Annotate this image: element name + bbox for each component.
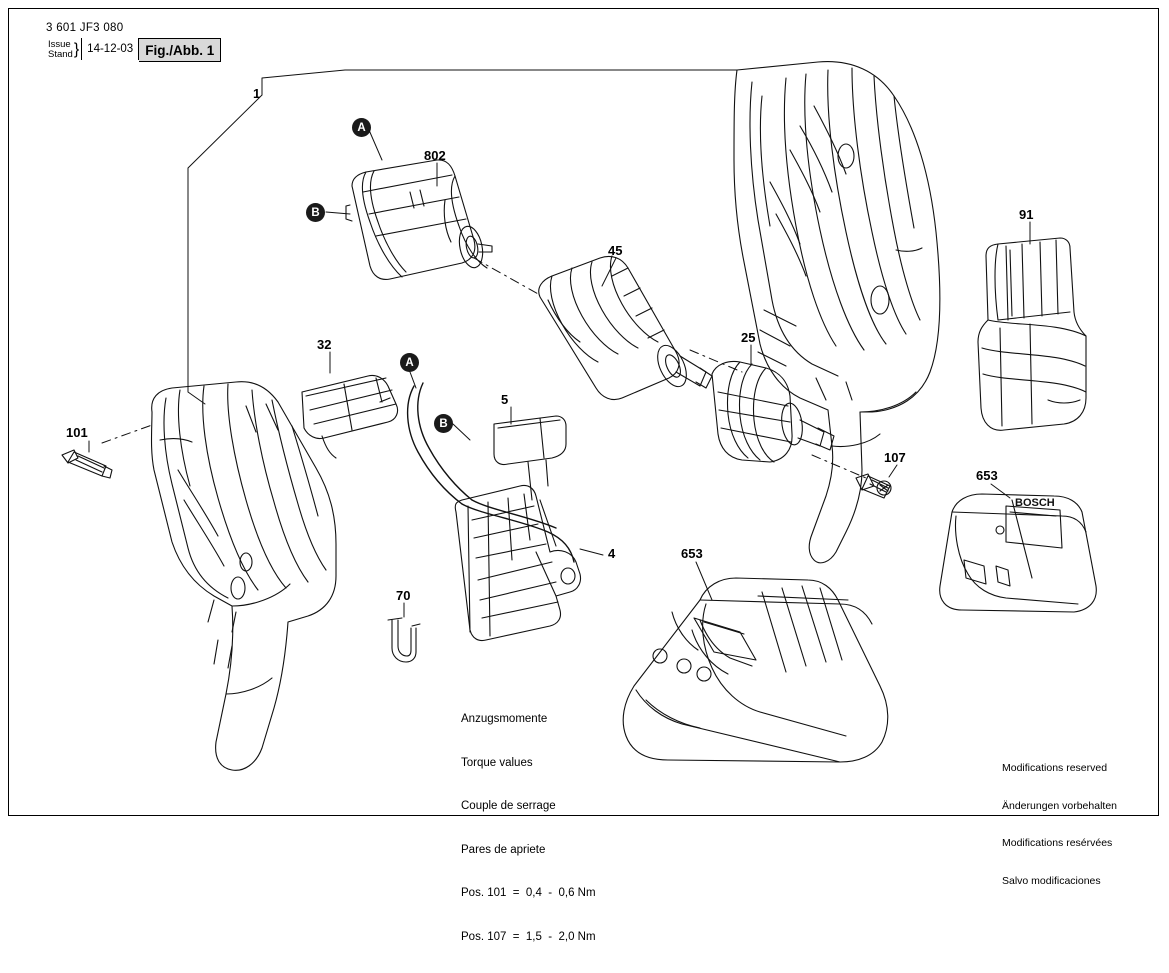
badge-a-wire: A: [400, 353, 419, 372]
battery-91: [978, 238, 1086, 430]
charger-brand-text: BOSCH: [1015, 497, 1055, 509]
housing-half-left: [152, 382, 337, 771]
modifications-line-3: Modifications resérvées: [1002, 837, 1113, 849]
callout-802: 802: [424, 148, 446, 163]
callout-653-large: 653: [681, 546, 703, 561]
charger-large-653: [623, 578, 888, 762]
gearbox-45: [539, 256, 712, 400]
issue-date: 14-12-03: [81, 38, 139, 60]
brace-glyph: }: [73, 41, 80, 58]
callout-25: 25: [741, 330, 756, 345]
issue-label: Issue: [48, 39, 71, 50]
chuck-25: [712, 362, 834, 463]
wire-harness: [408, 383, 574, 562]
torque-line-3: Couple de serrage: [461, 800, 556, 812]
part-number: 3 601 JF3 080: [46, 22, 124, 34]
modifications-line-1: Modifications reserved: [1002, 762, 1108, 774]
torque-line-2: Torque values: [461, 756, 533, 769]
callout-107: 107: [884, 450, 906, 465]
callout-1: 1: [253, 86, 261, 101]
callout-45: 45: [608, 243, 623, 258]
nameplate-32: [302, 375, 398, 458]
badge-a-motor: A: [352, 118, 371, 137]
torque-line-1: Anzugsmomente: [461, 713, 548, 725]
leader-1: [188, 70, 737, 404]
torque-line-4: Pares de apriete: [461, 843, 546, 856]
charger-small-653: [940, 494, 1097, 612]
housing-half-right: [734, 62, 940, 563]
clip-70: [388, 618, 420, 662]
badge-b-motor: B: [306, 203, 325, 222]
motor-802: [346, 160, 492, 280]
figure-label: Fig./Abb. 1: [139, 38, 221, 62]
callout-32: 32: [317, 337, 332, 352]
axis-101: [102, 425, 152, 443]
torque-line-6: Pos. 107 = 1,5 - 2,0 Nm: [461, 930, 596, 943]
badge-b-wire: B: [434, 414, 453, 433]
stand-label: Stand: [48, 49, 73, 60]
torque-line-5: Pos. 101 = 0,4 - 0,6 Nm: [461, 887, 596, 899]
callout-101: 101: [66, 425, 88, 440]
modifications-line-2: Änderungen vorbehalten: [1002, 799, 1118, 812]
modifications-line-4: Salvo modificaciones: [1002, 874, 1101, 887]
callout-70: 70: [396, 588, 411, 603]
axis-107: [812, 455, 866, 478]
callout-91: 91: [1019, 207, 1034, 222]
callout-653-small: 653: [976, 468, 998, 483]
screw-101: [62, 450, 112, 478]
callout-5: 5: [501, 392, 509, 407]
callout-4: 4: [608, 546, 616, 561]
